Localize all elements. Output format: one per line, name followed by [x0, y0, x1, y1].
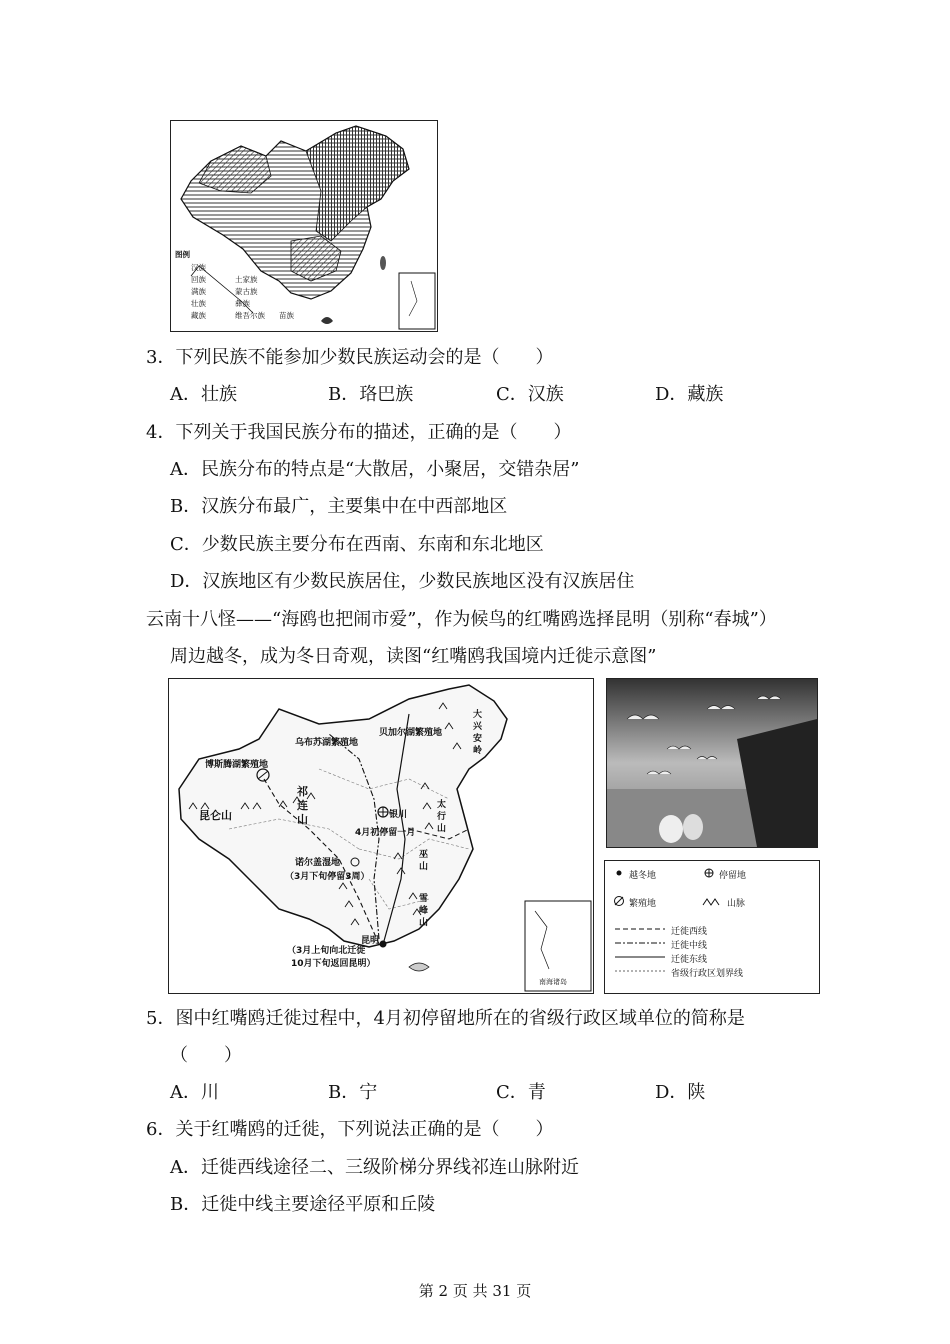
- label-kunming: 昆明: [361, 936, 380, 946]
- legend-zhuang: 壮族: [191, 299, 206, 308]
- label-ubsu: 乌布苏湖繁殖地: [295, 738, 359, 748]
- q5-paren: （ ）: [170, 1045, 242, 1066]
- legend-zang: 藏族: [191, 311, 206, 320]
- legend-tujia: 土家族: [235, 275, 258, 284]
- q6-stem: 6．关于红嘴鸥的迁徙，下列说法正确的是（ ）: [146, 1119, 554, 1140]
- legend-man: 满族: [191, 287, 206, 296]
- legend-yi: 彝族: [235, 299, 250, 308]
- legend-hui: 回族: [191, 275, 206, 284]
- q4-stem: 4．下列关于我国民族分布的描述，正确的是（ ）: [146, 422, 572, 443]
- q3-option-c[interactable]: C．汉族: [496, 384, 564, 405]
- legend-winter: 越冬地: [629, 871, 657, 881]
- q3-stem: 3．下列民族不能参加少数民族运动会的是（ ）: [146, 347, 554, 368]
- label-april-stop: 4月初停留一月: [355, 828, 416, 838]
- ethnic-map-figure: [170, 120, 438, 332]
- legend-border: 省级行政区划界线: [671, 969, 744, 979]
- ethnic-legend-title: 图例: [175, 250, 190, 259]
- label-wu: 巫山: [419, 850, 429, 872]
- label-xuefeng: 雪峰山: [419, 894, 429, 928]
- legend-middle: 迁徙中线: [671, 941, 708, 951]
- page-footer: 第 2 页 共 31 页: [418, 1282, 532, 1300]
- legend-mountain: 山脉: [727, 899, 746, 909]
- intro-line-2: 周边越冬，成为冬日奇观，读图“红嘴鸥我国境内迁徙示意图”: [170, 646, 657, 667]
- q4-option-c[interactable]: C．少数民族主要分布在西南、东南和东北地区: [170, 534, 544, 555]
- q5-option-d[interactable]: D．陕: [655, 1082, 706, 1103]
- label-kunming-note-2: 10月下旬返回昆明）: [291, 959, 376, 969]
- q6-option-a[interactable]: A．迁徙西线途径二、三级阶梯分界线祁连山脉附近: [170, 1157, 579, 1178]
- legend-breed: 繁殖地: [629, 899, 657, 909]
- legend-weiwuer: 维吾尔族: [235, 311, 265, 320]
- label-qilian: 祁连山: [297, 785, 308, 826]
- q5-stem: 5．图中红嘴鸥迁徙过程中，4月初停留地所在的省级行政区域单位的简称是: [146, 1008, 745, 1029]
- q5-option-b[interactable]: B．宁: [328, 1082, 378, 1103]
- legend-menggu: 蒙古族: [235, 287, 258, 296]
- legend-west: 迁徙西线: [671, 927, 708, 937]
- q3-option-d[interactable]: D．藏族: [655, 384, 724, 405]
- label-baikal: 贝加尔湖繁殖地: [379, 728, 443, 738]
- q5-option-c[interactable]: C．青: [496, 1082, 546, 1103]
- label-taihang: 太行山: [437, 800, 447, 834]
- q4-option-a[interactable]: A．民族分布的特点是“大散居，小聚居，交错杂居”: [170, 459, 580, 480]
- label-yinchuan: 银川: [389, 810, 408, 820]
- label-kunlun: 昆仑山: [199, 809, 232, 822]
- label-nuoergai: 诺尔盖湿地: [295, 858, 341, 868]
- label-nanhai: 南海诸岛: [539, 978, 567, 986]
- migration-legend: [604, 860, 820, 994]
- q6-option-b[interactable]: B．迁徙中线主要途径平原和丘陵: [170, 1194, 436, 1215]
- label-kunming-note-1: （3月上旬向北迁徙: [287, 946, 366, 956]
- legend-stop: 停留地: [719, 871, 747, 881]
- label-bosten: 博斯腾湖繁殖地: [205, 760, 269, 770]
- gull-photo: [606, 678, 818, 848]
- label-daxing: 大兴安岭: [473, 710, 483, 756]
- q3-option-a[interactable]: A．壮族: [170, 384, 237, 405]
- q4-option-d[interactable]: D．汉族地区有少数民族居住，少数民族地区没有汉族居住: [170, 571, 635, 592]
- legend-east: 迁徙东线: [671, 955, 708, 965]
- legend-miao: 苗族: [279, 311, 294, 320]
- q5-option-a[interactable]: A．川: [170, 1082, 219, 1103]
- ethnic-map: [171, 121, 437, 331]
- migration-map-figure: [168, 678, 594, 994]
- intro-line-1: 云南十八怪——“海鸥也把闹市爱”，作为候鸟的红嘴鸥选择昆明（别称“春城”）: [146, 609, 777, 630]
- label-nuoergai-note: （3月下旬停留3周）: [285, 872, 370, 882]
- q3-option-b[interactable]: B．珞巴族: [328, 384, 414, 405]
- q4-option-b[interactable]: B．汉族分布最广，主要集中在中西部地区: [170, 496, 508, 517]
- legend-han: 汉族: [191, 263, 206, 272]
